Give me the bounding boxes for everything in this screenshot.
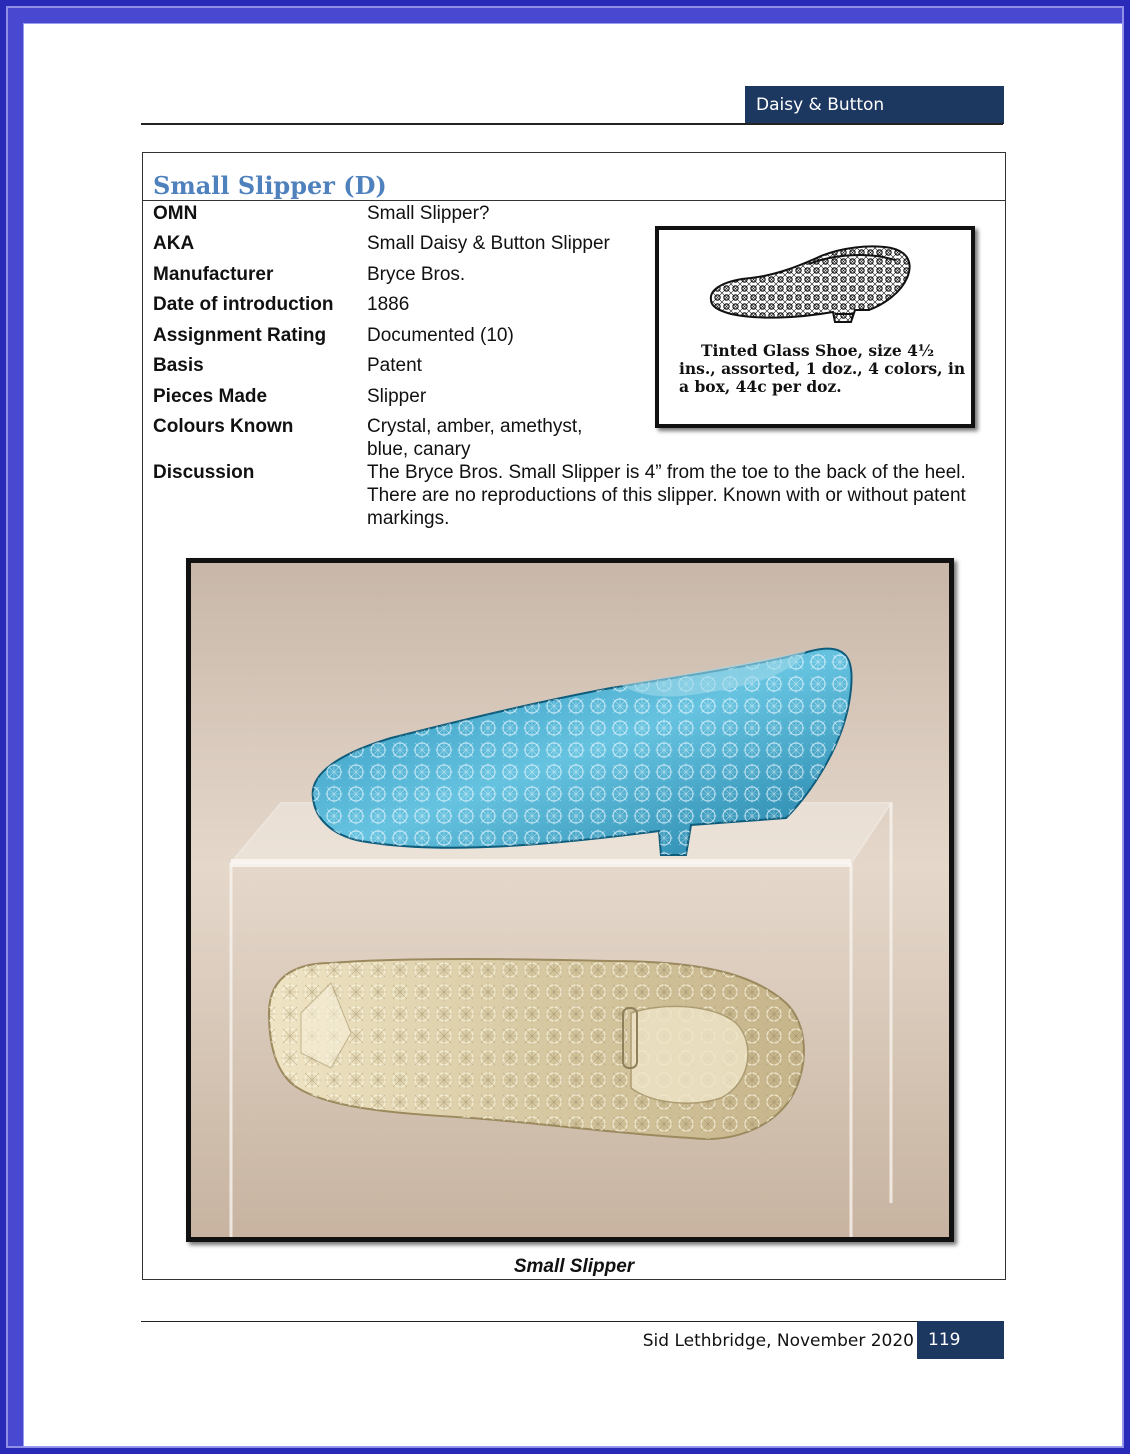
field-label: AKA [153,233,195,254]
field-label: Discussion [153,462,255,483]
advert-line: Tinted Glass Shoe, size 4½ [701,341,935,360]
field-value: Slipper [367,386,427,407]
field-value: Small Daisy & Button Slipper [367,233,610,254]
footer-rule [141,1321,1003,1322]
catalogue-advert [655,226,975,428]
section-header-tab: Daisy & Button [745,86,1004,124]
field-label: Date of introduction [153,294,334,315]
slipper-photo [186,558,954,1242]
page-number: 119 [917,1321,1004,1359]
advert-text [679,342,969,396]
field-label: OMN [153,203,198,224]
document-page [24,24,1122,1446]
advert-line: ins., assorted, 1 doz., 4 colors, in [679,359,966,378]
footer-author-date: Sid Lethbridge, November 2020 [642,1331,914,1351]
field-label: Manufacturer [153,264,274,285]
page-frame [6,6,1124,1448]
field-value: 1886 [367,294,410,315]
field-value: blue, canary [367,439,471,460]
field-value: Crystal, amber, amethyst, [367,416,583,437]
field-value: Bryce Bros. [367,264,466,285]
field-value: Documented (10) [367,325,514,346]
advert-line: a box, 44c per doz. [679,377,842,396]
field-value: Small Slipper? [367,203,490,224]
shoe-engraving-icon [659,230,971,340]
header-rule [141,123,1003,125]
glass-slipper-image [191,563,949,1237]
entry-box [142,152,1006,1280]
field-value: Patent [367,355,422,376]
title-rule [143,200,1005,201]
field-label: Colours Known [153,416,294,437]
field-label: Assignment Rating [153,325,327,346]
field-label: Pieces Made [153,386,268,407]
entry-title: Small Slipper (D) [153,171,387,200]
field-value: There are no reproductions of this slipper. Known with or without patent [367,485,966,506]
photo-caption: Small Slipper [513,1256,635,1277]
field-value: markings. [367,508,450,529]
field-value: The Bryce Bros. Small Slipper is 4” from the toe to the back of the heel. [367,462,966,483]
field-label: Basis [153,355,204,376]
